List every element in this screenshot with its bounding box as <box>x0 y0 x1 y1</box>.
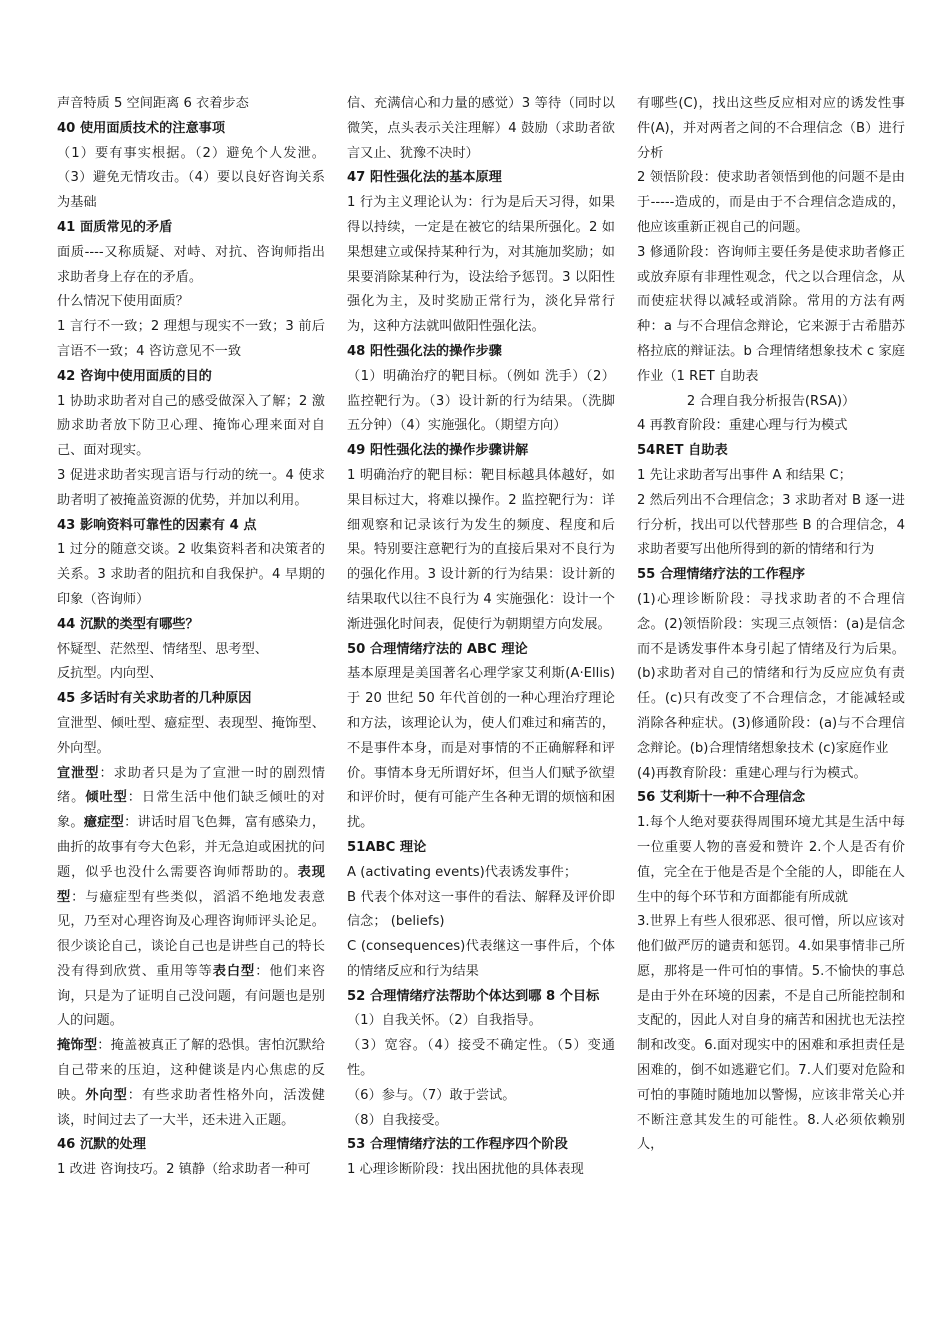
section-heading: 50 合理情绪疗法的 ABC 理论 <box>347 641 528 657</box>
section-heading: 51ABC 理论 <box>347 839 427 855</box>
term-description: ：讲话时眉飞色舞，富有感染力，曲折的故事有夸大色彩，并无急迫或困扰的问题，似乎也没什么需要咨询师帮助的。 <box>57 815 326 880</box>
section-heading: 47 阳性强化法的基本原理 <box>347 170 502 186</box>
section-heading: 45 多话时有关求助者的几种原因 <box>57 691 252 707</box>
body-paragraph: （1）自我关怀。（2）自我指导。 <box>347 1013 542 1029</box>
body-paragraph: 1.每个人绝对要获得周围环境尤其是生活中每一位重要人物的喜爱和赞许 2.个人是否有价值，完全在于他是否是个全能的人，即能在人生中的每个环节和方面都能有所成就 <box>637 815 905 905</box>
term-label: 癔症型 <box>83 815 125 831</box>
body-paragraph: 1 心理诊断阶段：找出困扰他的具体表现 <box>347 1162 584 1178</box>
section-heading: 41 面质常见的矛盾 <box>57 219 173 235</box>
body-paragraph: 3.世界上有些人很邪恶、很可憎，所以应该对他们做严厉的谴责和惩罚。4.如果事情非己所愿，那将是一件可怕的事情。5.不愉快的事总是由于外在环境的因素，不是自己所能控制和支配的，因此人对自身的痛苦和困扰也无法控制和改变。6.面对现实中的困难和承担责任是困难的，倒不如逃避它们。7.人们要对危险和可怕的事随时随地加以警惕，应该非常关心并不断注意其发生的可能性。8.人必须依赖别人， <box>637 914 905 1153</box>
body-paragraph: 基本原理是美国著名心理学家艾利斯(A·Ellis) 于 20 世纪 50 年代首创的一种心理治疗理论和方法，该理论认为，使人们难过和痛苦的，不是事件本身，而是对事情的不正确解释和评价。事情本身无所谓好坏，但当人们赋予欲望和评价时，便有可能产生各种无谓的烦恼和困扰。 <box>347 666 615 831</box>
body-paragraph: 1 改进 咨询技巧。2 镇静（给求助者一种可 <box>57 1162 311 1178</box>
section-heading: 54RET 自助表 <box>637 443 728 459</box>
body-paragraph: （1）要有事实根据。（2）避免个人发泄。（3）避免无情攻击。（4）要以良好咨询关系为基础 <box>57 145 325 211</box>
body-paragraph: C (consequences)代表继这一事件后，个体的情绪反应和行为结果 <box>347 939 615 979</box>
body-paragraph: 1 行为主义理论认为：行为是后天习得，如果得以持续，一定是在被它的结果所强化。2 如果想建立或保持某种行为，对其施加奖励；如果要消除某种行为，设法给予惩罚。3 以阳性强化为主，及时奖励正常行为，淡化异常行为，这种方法就叫做阳性强化法。 <box>347 195 615 335</box>
term-label: 外向型 <box>85 1087 128 1103</box>
body-paragraph: 1 明确治疗的靶目标：靶目标越具体越好，如果目标过大，将难以操作。2 监控靶行为：详细观察和记录该行为发生的频度、程度和后果。特别要注意靶行为的直接后果对不良行为的强化作用。3 设计新的行为结果：设计新的结果取代以往不良行为 4 实施强化：设计一个渐进强化时间表，促使行为朝期望方向发展。 <box>347 467 615 632</box>
section-heading: 53 合理情绪疗法的工作程序四个阶段 <box>347 1137 568 1153</box>
section-heading: 42 咨询中使用面质的目的 <box>57 368 212 384</box>
body-paragraph: 信、充满信心和力量的感觉）3 等待（同时以微笑，点头表示关注理解）4 鼓励（求助者欲言又止、犹豫不决时） <box>347 96 615 161</box>
body-paragraph: 2 合理自我分析报告(RSA)） <box>686 393 856 409</box>
text-column-1 <box>57 92 325 1183</box>
body-paragraph: 反抗型。内向型、 <box>57 666 163 682</box>
body-paragraph: 怀疑型、茫然型、情绪型、思考型、 <box>57 641 268 657</box>
term-label: 倾吐型 <box>85 790 128 806</box>
body-paragraph: （8）自我接受。 <box>347 1112 448 1128</box>
section-heading: 40 使用面质技术的注意事项 <box>57 120 226 136</box>
body-paragraph: 2 然后列出不合理信念；3 求助者对 B 逐一进行分析，找出可以代替那些 B 的合理信念，4 求助者要写出他所得到的新的情绪和行为 <box>637 492 905 558</box>
term-label: 掩饰型 <box>57 1038 98 1054</box>
section-heading: 49 阳性强化法的操作步骤讲解 <box>347 443 529 459</box>
body-paragraph: 声音特质 5 空间距离 6 衣着步态 <box>57 96 249 111</box>
body-paragraph: B 代表个体对这一事件的看法、解释及评价即信念； (beliefs) <box>347 889 615 930</box>
term-label: 表白型 <box>212 963 256 979</box>
term-description: ：求助者只是为了宣泄一时的剧烈情绪。 <box>57 765 325 806</box>
body-paragraph <box>57 762 325 1035</box>
term-description: ：与癔症型有些类似，滔滔不绝地发表意见，乃至对心理咨询及心理咨询师评头论足。很少谈论自己，谈论自己也是讲些自己的特长没有得到欣赏、重用等等 <box>57 889 325 979</box>
body-paragraph: 2 领悟阶段：使求助者领悟到他的问题不是由于-----造成的，而是由于不合理信念造成的，他应该重新正视自己的问题。 <box>637 170 905 235</box>
term-description: ：有些求助者性格外向，活泼健谈，时间过去了一大半，还未进入正题。 <box>57 1087 325 1128</box>
section-heading: 43 影响资料可靠性的因素有 4 点 <box>57 517 257 533</box>
section-heading: 48 阳性强化法的操作步骤 <box>347 343 502 359</box>
section-heading: 44 沉默的类型有哪些？ <box>57 616 199 632</box>
body-paragraph: 3 修通阶段：咨询师主要任务是使求助者修正或放弃原有非理性观念，代之以合理信念，从而使症状得以减轻或消除。常用的方法有两种：a 与不合理信念辩论，它来源于古希腊苏格拉底的辩证法。b 合理情绪想象技术 c 家庭作业（1 RET 自助表 <box>637 244 905 384</box>
body-paragraph: 宣泄型、倾吐型、癔症型、表现型、掩饰型、外向型。 <box>57 715 325 756</box>
body-paragraph: 1 协助求助者对自己的感受做深入了解；2 激励求助者放下防卫心理、掩饰心理来面对自己、面对现实。 <box>57 393 325 459</box>
section-heading: 52 合理情绪疗法帮助个体达到哪 8 个目标 <box>347 988 600 1004</box>
term-label: 宣泄型 <box>57 765 100 781</box>
body-paragraph: 什么情况下使用面质？ <box>57 294 189 310</box>
term-description: ：他们来咨询，只是为了证明自己没问题，有问题也是别人的问题。 <box>57 963 325 1029</box>
body-paragraph <box>57 1034 325 1133</box>
body-paragraph: （1）明确治疗的靶目标。（例如 洗手）（2）监控靶行为。（3）设计新的行为结果。（洗脚五分钟）（4）实施强化。（期望方向） <box>347 368 615 434</box>
body-paragraph: 有哪些(C)，找出这些反应相对应的诱发性事件(A)，并对两者之间的不合理信念（B）进行分析 <box>637 96 905 161</box>
term-label: 表现型 <box>57 864 325 905</box>
term-description: ：掩盖被真正了解的恐惧。害怕沉默给自己带来的压迫，这种健谈是内心焦虑的反映。 <box>57 1038 325 1103</box>
text-column-3 <box>637 92 905 1158</box>
body-paragraph: 4 再教育阶段：重建心理与行为模式 <box>637 418 848 434</box>
body-paragraph: 1 言行不一致；2 理想与现实不一致；3 前后言语不一致；4 咨访意见不一致 <box>57 319 325 359</box>
body-paragraph: （6）参与。（7）敢于尝试。 <box>347 1087 516 1103</box>
body-paragraph: (4)再教育阶段：重建心理与行为模式。 <box>637 765 867 781</box>
body-paragraph: (1)心理诊断阶段：寻找求助者的不合理信念。(2)领悟阶段：实现三点领悟：(a)是信念而不是诱发事件本身引起了情绪及行为后果。 (b)求助者对自己的情绪和行为反应应负有责任。(c)只有改变了不合理信念，才能减轻或消除各种症状。(3)修通阶段：(a)与不合理信念辩论。(b)合理情绪想象技术 (c)家庭作业 <box>637 591 905 756</box>
body-paragraph: A (activating events)代表诱发事件； <box>347 864 578 880</box>
term-description: ：日常生活中他们缺乏倾吐的对象。 <box>57 790 325 831</box>
text-column-2 <box>347 92 615 1183</box>
body-paragraph: （3）宽容。（4）接受不确定性。（5）变通性。 <box>347 1038 615 1079</box>
section-heading: 55 合理情绪疗法的工作程序 <box>637 567 806 583</box>
body-paragraph: 1 先让求助者写出事件 A 和结果 C； <box>637 467 852 483</box>
body-paragraph: 1 过分的随意交谈。2 收集资料者和决策者的关系。3 求助者的阻抗和自我保护。4 早期的印象（咨询师） <box>57 542 325 607</box>
body-paragraph: 面质----又称质疑、对峙、对抗、咨询师指出求助者身上存在的矛盾。 <box>57 244 325 285</box>
section-heading: 46 沉默的处理 <box>57 1137 146 1153</box>
section-heading: 56 艾利斯十一种不合理信念 <box>637 790 806 806</box>
body-paragraph: 3 促进求助者实现言语与行动的统一。4 使求助者明了被掩盖资源的优势，并加以利用。 <box>57 467 325 508</box>
